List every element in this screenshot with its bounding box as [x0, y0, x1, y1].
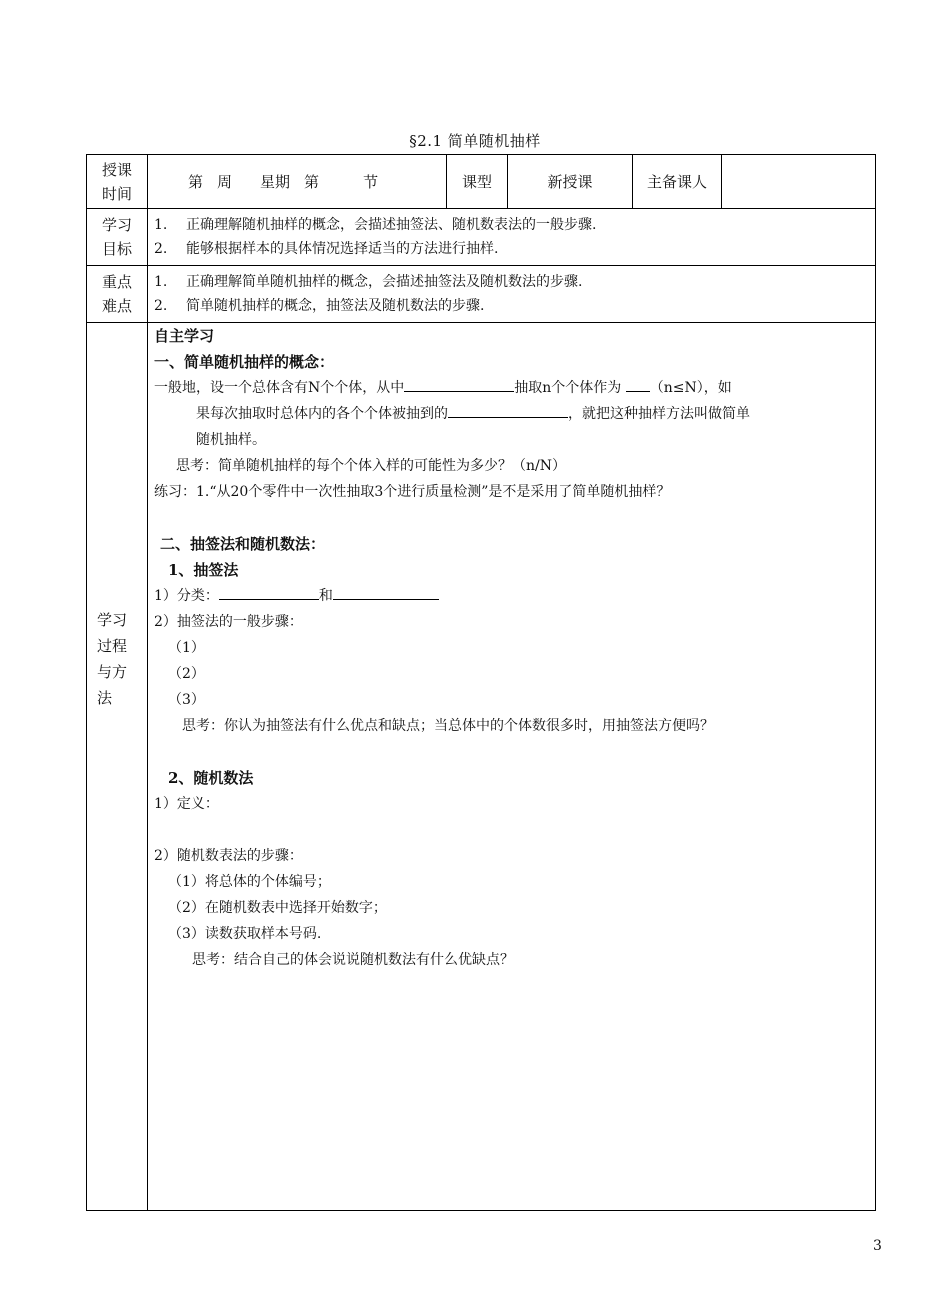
steps-heading: 2）抽签法的一般步骤： [154, 614, 303, 630]
step-item: （3） [168, 692, 205, 708]
section-heading: 二、抽签法和随机数法： [160, 535, 326, 553]
list-item: 2. 能够根据样本的具体情况选择适当的方法进行抽样. [154, 241, 499, 257]
learning-goals-label: 学习 目标 [87, 209, 148, 266]
fill-blank[interactable] [448, 401, 568, 418]
lead-teacher-value [722, 155, 876, 209]
fill-blank[interactable] [333, 583, 439, 600]
exercise-question: 练习：1.“从20个零件中一次性抽取3个进行质量检测”是不是采用了简单随机抽样？ [154, 484, 671, 500]
lesson-type-label: 课型 [447, 155, 508, 209]
step-item: （3）读数获取样本号码. [168, 926, 322, 942]
self-study-heading: 自主学习 [154, 327, 215, 345]
list-item: 2. 简单随机抽样的概念，抽签法及随机数法的步骤. [154, 298, 485, 314]
key-points-content [148, 266, 876, 323]
key-points-row [87, 266, 876, 323]
definition-line: 一般地，设一个总体含有N个个体，从中 抽取n个个体作为 （n≤N），如 [154, 375, 869, 401]
learning-process-row [87, 323, 876, 1211]
definition-prompt: 1）定义： [154, 796, 219, 812]
list-item: 1. 正确理解随机抽样的概念，会描述抽签法、随机数表法的一般步骤. [154, 217, 597, 233]
learning-goals-row [87, 209, 876, 266]
steps-heading: 2）随机数表法的步骤： [154, 848, 303, 864]
step-item: （2）在随机数表中选择开始数字； [168, 900, 387, 916]
lead-teacher-label: 主备课人 [633, 155, 722, 209]
fill-blank[interactable] [404, 375, 514, 392]
step-item: （1）将总体的个体编号； [168, 874, 331, 890]
think-prompt: 思考：你认为抽签法有什么优点和缺点；当总体中的个体数很多时，用抽签法方便吗？ [182, 718, 714, 734]
step-item: （2） [168, 666, 205, 682]
class-time-label: 授课 时间 [87, 155, 148, 209]
think-prompt: 思考：结合自己的体会说说随机数法有什么优缺点？ [192, 952, 514, 968]
document-title: §2.1 简单随机抽样 [409, 132, 541, 150]
learning-process-label: 学习 过程 与方 法 [87, 323, 148, 1211]
fill-blank[interactable] [626, 375, 650, 392]
step-item: （1） [168, 640, 205, 656]
key-points-label: 重点 难点 [87, 266, 148, 323]
think-prompt: 思考：简单随机抽样的每个个体入样的可能性为多少？（n/N） [176, 458, 566, 474]
lesson-type-value: 新授课 [508, 155, 633, 209]
lesson-plan-table [86, 154, 876, 1211]
list-item: 1. 正确理解简单随机抽样的概念，会描述抽签法及随机数法的步骤. [154, 274, 583, 290]
class-time-value: 第 周 星期 第 节 [148, 155, 447, 209]
section-heading: 一、简单随机抽样的概念： [154, 353, 335, 371]
definition-line: 果每次抽取时总体内的各个个体被抽到的 ，就把这种抽样方法叫做简单 [154, 401, 869, 427]
fill-blank[interactable] [219, 583, 319, 600]
learning-goals-content [148, 209, 876, 266]
subsection-heading: 1、抽签法 [168, 561, 239, 579]
definition-line: 随机抽样。 [196, 432, 266, 448]
learning-process-content [148, 323, 876, 1211]
page-number: 3 [873, 1238, 882, 1254]
subsection-heading: 2、随机数法 [168, 769, 254, 787]
classification-line: 1）分类： 和 [154, 583, 869, 609]
header-row [87, 155, 876, 209]
